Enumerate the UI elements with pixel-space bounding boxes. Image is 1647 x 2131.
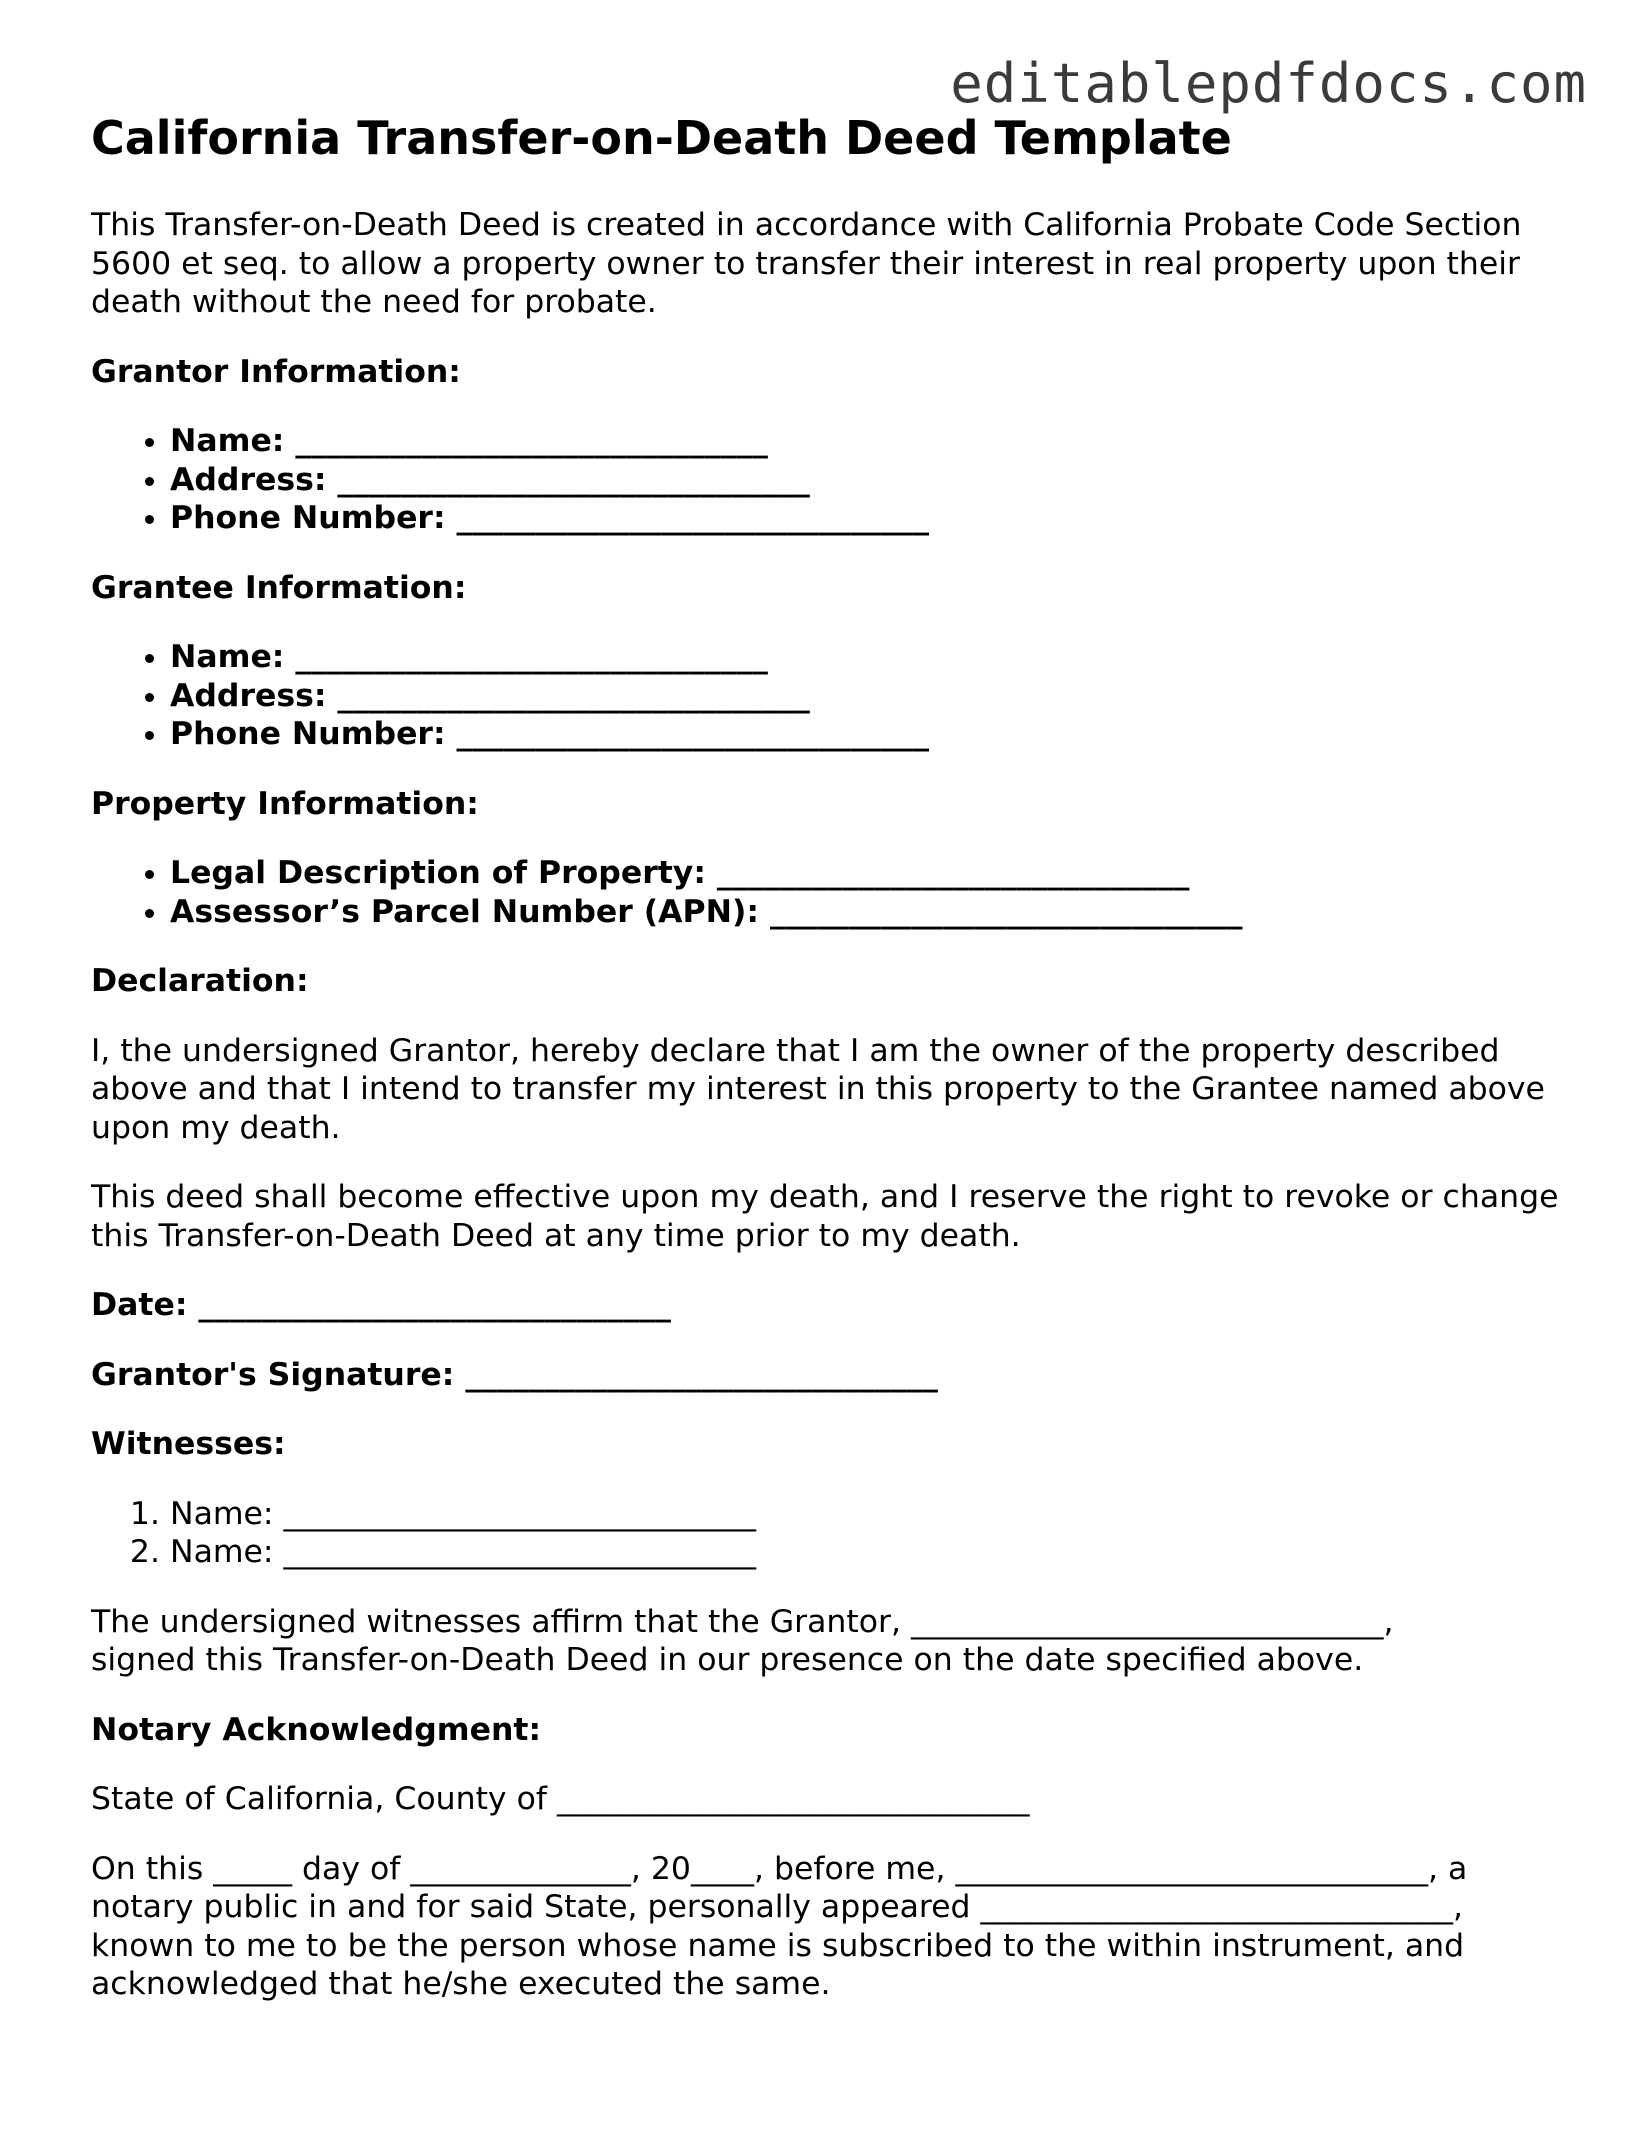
property-list bbox=[91, 854, 1571, 931]
property-heading: Property Information: bbox=[91, 785, 479, 822]
declaration-paragraph-2: This deed shall become effective upon my death, and I reserve the right to revoke or change this Transfer-on-Death Deed at any time prior to my death. bbox=[91, 1179, 1559, 1254]
notary-line-2[interactable]: notary public in and for said State, personally appeared ______________________________, bbox=[91, 1889, 1464, 1925]
grantee-list bbox=[91, 638, 1571, 754]
grantor-list bbox=[91, 422, 1571, 538]
notary-county-field[interactable]: State of California, County of ______________________________ bbox=[91, 1781, 1030, 1817]
grantor-phone-field[interactable]: • Phone Number: ______________________________ bbox=[170, 499, 1571, 538]
declaration-heading: Declaration: bbox=[91, 963, 309, 999]
apn-field[interactable]: • Assessor’s Parcel Number (APN): ______________________________ bbox=[170, 893, 1571, 932]
notary-paragraph bbox=[91, 1850, 1571, 2004]
grantor-address-field[interactable]: • Address: ______________________________ bbox=[170, 461, 1571, 500]
grantee-phone-field[interactable]: • Phone Number: ______________________________ bbox=[170, 715, 1571, 754]
witnesses-list bbox=[91, 1495, 1571, 1572]
witness-affirmation-line-2: signed this Transfer-on-Death Deed in our presence on the date specified above. bbox=[91, 1642, 1364, 1678]
document-page bbox=[91, 108, 1571, 2035]
witness-affirmation-line-1[interactable]: The undersigned witnesses affirm that the Grantor, ______________________________, bbox=[91, 1603, 1394, 1640]
document-title: California Transfer-on-Death Deed Template bbox=[91, 111, 1232, 165]
witnesses-heading: Witnesses: bbox=[91, 1426, 286, 1462]
grantor-name-field[interactable]: • Name: ______________________________ bbox=[170, 422, 1571, 461]
grantor-signature-field[interactable]: Grantor's Signature: ______________________________ bbox=[91, 1356, 938, 1393]
witness-2-name-field[interactable]: 2. Name: ______________________________ bbox=[170, 1533, 1571, 1572]
grantee-address-field[interactable]: • Address: ______________________________ bbox=[170, 677, 1571, 716]
intro-paragraph: This Transfer-on-Death Deed is created in accordance with California Probate Code Section 5600 et seq. to allow a property owner to transfer their interest in real property upon their death without the need for probate. bbox=[91, 207, 1522, 320]
declaration-paragraph-1: I, the undersigned Grantor, hereby declare that I am the owner of the property described above and that I intend to transfer my interest in this property to the Grantee named above upon my death. bbox=[91, 1032, 1545, 1146]
notary-line-4: acknowledged that he/she executed the same. bbox=[91, 1966, 831, 2002]
grantee-heading: Grantee Information: bbox=[91, 569, 467, 606]
witness-1-name-field[interactable]: 1. Name: ______________________________ bbox=[170, 1495, 1571, 1534]
watermark: editablepdfdocs.com bbox=[950, 52, 1587, 115]
notary-heading: Notary Acknowledgment: bbox=[91, 1711, 542, 1748]
notary-line-3: known to me to be the person whose name is subscribed to the within instrument, and bbox=[91, 1927, 1465, 1964]
notary-line-1[interactable]: On this _____ day of ______________, 20____, before me, ______________________________, a bbox=[91, 1850, 1468, 1887]
grantee-name-field[interactable]: • Name: ______________________________ bbox=[170, 638, 1571, 677]
legal-description-field[interactable]: • Legal Description of Property: ______________________________ bbox=[170, 854, 1571, 893]
date-field[interactable]: Date: ______________________________ bbox=[91, 1287, 671, 1323]
grantor-heading: Grantor Information: bbox=[91, 353, 461, 390]
witness-affirmation bbox=[91, 1603, 1571, 1680]
